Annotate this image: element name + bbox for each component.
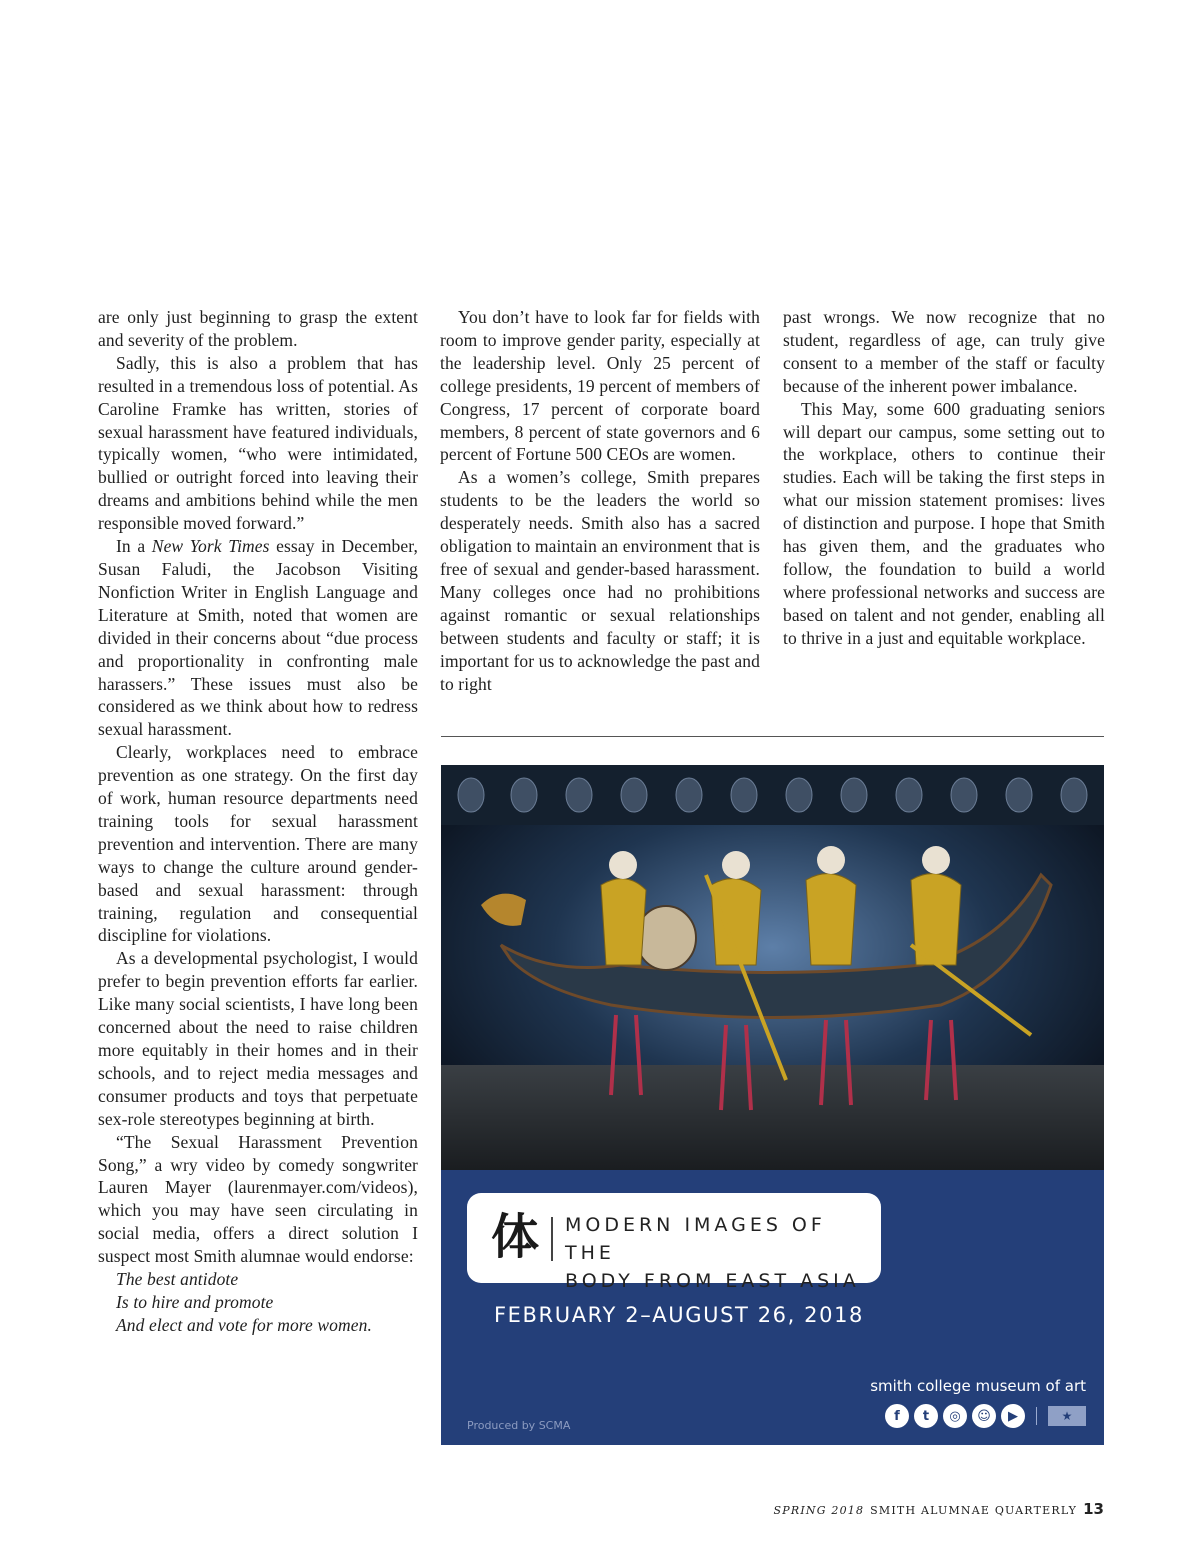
exhibition-title [565, 1211, 865, 1295]
paragraph: Sadly, this is also a problem that has resulted in a tremendous loss of potential. As Caroline Framke has written, stories of sexual harassment have featured individuals, typically women, “who were intimidated, bullied or outright forced into leaving their dreams and ambitions behind while the men responsible moved forward.” [98, 352, 418, 534]
exhibition-dates: FEBRUARY 2–AUGUST 26, 2018 [494, 1303, 865, 1327]
issue-season: SPRING 2018 [773, 1504, 865, 1517]
article-column-2 [440, 306, 760, 695]
paragraph: past wrongs. We now recognize that no student, regardless of age, can truly give consent to a member of the staff or faculty because of the inherent power imbalance. [783, 307, 1105, 396]
college-seal-icon: ★ [1048, 1406, 1086, 1426]
twitter-icon: t [914, 1404, 938, 1428]
exhibition-logo-character: 体 [491, 1209, 540, 1265]
publication-name: SMITH ALUMNAE QUARTERLY [870, 1504, 1078, 1517]
page-number: 13 [1083, 1500, 1104, 1518]
paragraph: are only just beginning to grasp the extent and severity of the problem. [98, 307, 418, 350]
instagram-icon: ◎ [943, 1404, 967, 1428]
title-card-divider [551, 1217, 553, 1261]
section-divider [441, 736, 1104, 737]
ad-credit: Produced by SCMA [467, 1419, 571, 1432]
facebook-icon: f [885, 1404, 909, 1428]
exhibition-title-line: MODERN IMAGES OF THE [565, 1214, 826, 1264]
snapchat-icon: ☺ [972, 1404, 996, 1428]
paragraph: You don’t have to look far for fields with room to improve gender parity, especially at the leadership level. Only 25 percent of college presidents, 19 percent of members of Congress, 17 percent of corporate board members, 8 percent of state governors and 6 percent of Fortune 500 CEOs are women. [440, 307, 760, 465]
exhibition-photo [441, 765, 1104, 1170]
paragraph: In a New York Times essay in December, Susan Faludi, the Jacobson Visiting Nonfiction Writer in English Language and Literature at Smith, noted that women are divided in their concerns about “due process and proportionality in confronting male harassers.” These issues must also be considered as we think about how to redress sexual harassment. [98, 536, 418, 740]
page-footer [774, 1500, 1105, 1518]
paragraph: As a women’s college, Smith prepares students to be the leaders the world so desperately needs. Smith also has a sacred obligation to maintain an environment that is free of sexual and gender-based harassment. Many colleges once had no prohibitions against romantic or sexual relationships between students and faculty or staff; it is important for us to acknowledge the past and to right [440, 467, 760, 694]
song-lyric-line: The best antidote [116, 1269, 239, 1290]
paragraph: “The Sexual Harassment Prevention Song,” a wry video by comedy songwriter Lauren Mayer (laurenmayer.com/videos), which you may have seen circulating in social media, offers a direct solution I suspect most Smith alumnae would endorse: [98, 1131, 418, 1267]
paragraph: This May, some 600 graduating seniors will depart our campus, some setting out to the workplace, others to continue their studies. Each will be taking the first steps in what our mission statement promises: lives of distinction and purpose. I hope that Smith has given them, and the graduates who follow, the foundation to build a world where professional networks and success are based on talent and not gender, enabling all to thrive in a just and equitable workplace. [783, 398, 1105, 648]
paragraph: As a developmental psychologist, I would prefer to begin prevention efforts far earlier. Like many social scientists, I have long been concerned about the need to raise children more equitably in their homes and in their schools, and to reject media messages and consumer products and toys that perpetuate sex-role stereotypes beginning at birth. [98, 948, 418, 1129]
exhibition-title-card [467, 1193, 881, 1292]
social-media-icons [885, 1403, 1086, 1429]
paragraph: Clearly, workplaces need to embrace prevention as one strategy. On the first day of work, human resource departments need training tools for sexual harassment prevention and intervention. There are many ways to change the culture around gender-based and sexual harassment: through training, regulation and consequential discipline for violations. [98, 742, 418, 946]
song-lyric-line: And elect and vote for more women. [116, 1314, 372, 1335]
publication-title: New York Times [151, 536, 270, 557]
song-lyric-line: Is to hire and promote [116, 1291, 274, 1312]
museum-name: smith college museum of art [870, 1377, 1086, 1395]
article-column-1 [98, 306, 418, 1337]
article-column-3 [783, 306, 1105, 650]
exhibition-title-line: BODY FROM EAST ASIA [565, 1270, 860, 1292]
museum-advertisement [441, 765, 1104, 1445]
icon-separator [1036, 1407, 1037, 1425]
youtube-icon: ▶ [1001, 1404, 1025, 1428]
